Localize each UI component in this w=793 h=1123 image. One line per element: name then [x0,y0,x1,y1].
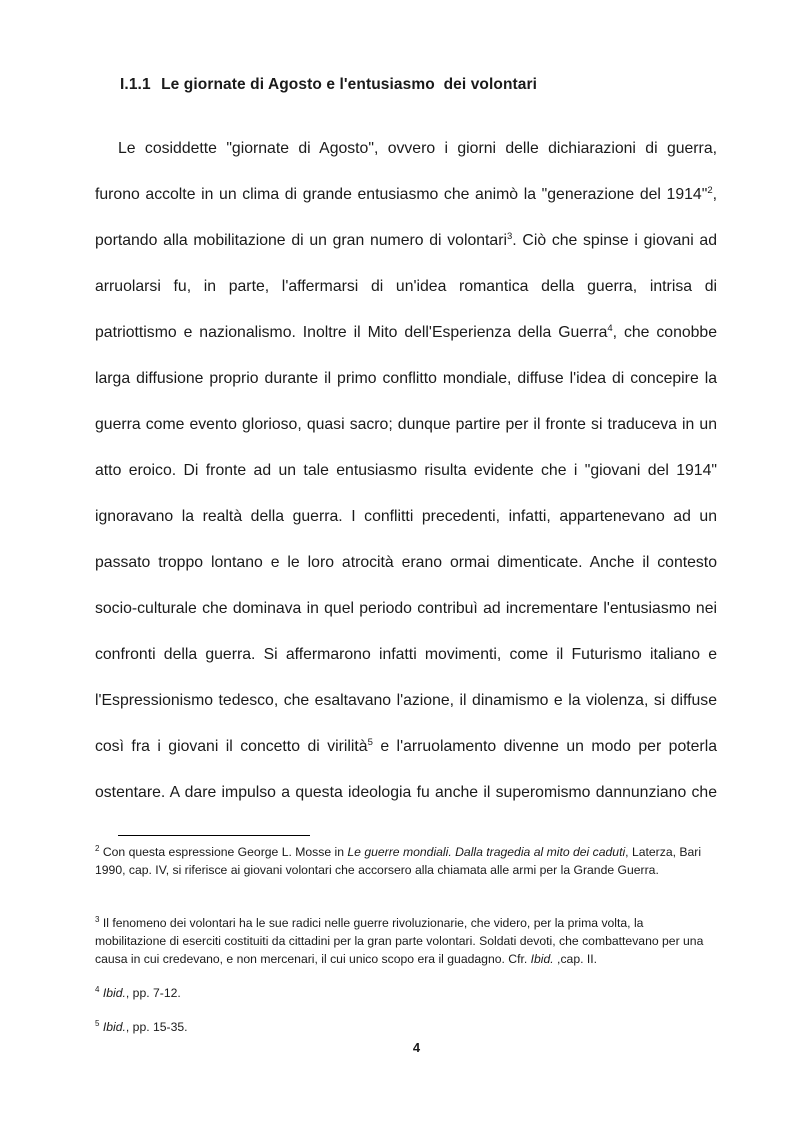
body-line: così fra i giovani il concetto di virilità$^5$ e l'arruolamento divenne un modo per poterla [95,737,717,755]
body-line: Le cosiddette "giornate di Agosto", ovvero i giorni delle dichiarazioni di guerra, [118,140,717,157]
body-line: ignoravano la realtà della guerra. I conflitti precedenti, infatti, appartenevano ad un [95,508,717,525]
footnote-5: $^5$ Ibid., pp. 15-35. [95,1019,188,1034]
footnote-3: $^3$ Il fenomeno dei volontari ha le sue radici nelle guerre rivoluzionarie, che videro, per la prima volta, la mobilitazione di eserciti costituiti da cittadini per la gran parte volontari. Soldati devoti, che combattevano per una causa in cui credevano, e non mercenari, il cui unico scopo era il guadagno. Cfr. Ibid. ,cap. II. [95,915,704,966]
body-line: socio-culturale che dominava in quel periodo contribuì ad incrementare l'entusiasmo nei [95,600,717,617]
footnote-ref[interactable]: 5 [367,737,373,748]
body-line: passato troppo lontano e le loro atrocità erano ormai dimenticate. Anche il contesto [95,554,717,571]
footnote-ref[interactable]: 3 [507,231,513,242]
body-line: guerra come evento glorioso, quasi sacro; dunque partire per il fronte si traduceva in un [95,416,717,433]
body-line: larga diffusione proprio durante il primo conflitto mondiale, diffuse l'idea di concepire la [95,370,717,387]
body-line: atto eroico. Di fronte ad un tale entusiasmo risulta evidente che i "giovani del 1914" [95,462,717,479]
section-number: I.1.1 [120,76,151,93]
body-line: ostentare. A dare impulso a questa ideologia fu anche il superomismo dannunziano che [95,784,717,801]
page-number: 4 [412,1040,421,1055]
footnote-ref[interactable]: 2 [707,185,713,196]
cited-title: Le guerre mondiali. Dalla tragedia al mito dei caduti [347,845,626,859]
section-heading [120,76,537,94]
body-line: arruolarsi fu, in parte, l'affermarsi di un'idea romantica della guerra, intrisa di [95,278,717,295]
section-title: Le giornate di Agosto e l'entusiasmo dei volontari [161,76,538,93]
footnote-separator [118,835,310,836]
footnote-4: $^4$ Ibid., pp. 7-12. [95,985,181,1000]
body-line: confronti della guerra. Si affermarono infatti movimenti, come il Futurismo italiano e [95,646,717,663]
body-line: patriottismo e nazionalismo. Inoltre il Mito dell'Esperienza della Guerra$^4$, che conobbe [95,323,717,341]
footnote-2: $^2$ Con questa espressione George L. Mosse in Le guerre mondiali. Dalla tragedia al mito dei caduti, Laterza, Bari 1990, cap. IV, si riferisce ai giovani volontari che accorsero alla chiamata alle armi per la Grande Guerra. [95,844,702,877]
body-text [95,138,717,828]
body-line: portando alla mobilitazione di un gran numero di volontari$^3$. Ciò che spinse i giovani ad [95,231,718,249]
body-line: l'Espressionismo tedesco, che esaltavano l'azione, il dinamismo e la violenza, si diffuse [95,692,717,709]
body-line: furono accolte in un clima di grande entusiasmo che animò la "generazione del 1914"$^2$, [95,185,717,203]
footnote-ref[interactable]: 4 [607,323,613,334]
